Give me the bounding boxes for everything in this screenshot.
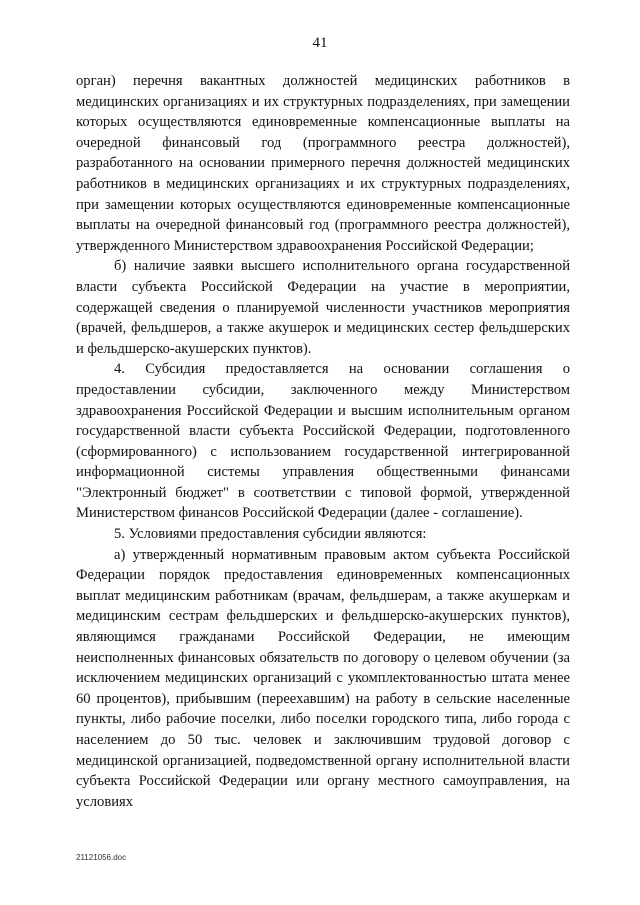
paragraph-item-a: а) утвержденный нормативным правовым актом субъекта Российской Федерации порядок предоставления единовременных компенсационных выплат медицинским работникам (врачам, фельдшерам, а также акушеркам и медицинским сестрам фельдшерских и фельдшерско-акушерских пунктов), являющимся гражданами Российской Федерации, не имеющим неисполненных финансовых обязательств по договору о целевом обучении (за исключением медицинских организаций с укомплектованностью штата менее 60 процентов), прибывшим (переехавшим) на работу в сельские населенные пункты, либо рабочие поселки, либо поселки городского типа, либо города с населением до 50 тыс. человек и заключившим трудовой договор с медицинской организацией, подведомственной органу исполнительной власти субъекта Российской Федерации или органу местного самоуправления, на условиях bbox=[76, 546, 570, 810]
document-body bbox=[76, 71, 570, 812]
footer-filename: 21121056.doc bbox=[76, 853, 127, 862]
page-number: 41 bbox=[312, 35, 328, 51]
paragraph-item-b: б) наличие заявки высшего исполнительного органа государственной власти субъекта Российской Федерации на участие в мероприятии, содержащей сведения о планируемой численности участников мероприятия (врачей, фельдшеров, а также акушерок и медицинских сестер фельдшерских и фельдшерско-акушерских пунктов). bbox=[76, 258, 570, 357]
paragraph-continuation: орган) перечня вакантных должностей медицинских работников в медицинских организациях и их структурных подразделениях, при замещении которых осуществляются единовременные компенсационные выплаты на очередной финансовый год (программного реестра должностей), разработанного на основании примерного перечня должностей медицинских работников в медицинских организациях и их структурных подразделениях, при замещении которых осуществляются единовременные компенсационные выплаты на очередной финансовый год (программного реестра должностей), утвержденного Министерством здравоохранения Российской Федерации; bbox=[76, 73, 570, 254]
paragraph-section-5: 5. Условиями предоставления субсидии являются: bbox=[114, 526, 427, 543]
paragraph-section-4: 4. Субсидия предоставляется на основании соглашения о предоставлении субсидии, заключенного между Министерством здравоохранения Российской Федерации и высшим исполнительным органом государственной власти субъекта Российской Федерации, подготовленного (сформированного) с использованием государственной интегрированной информационной системы управления общественными финансами "Электронный бюджет" в соответствии с типовой формой, утвержденной Министерством финансов Российской Федерации (далее - соглашение). bbox=[76, 361, 570, 522]
